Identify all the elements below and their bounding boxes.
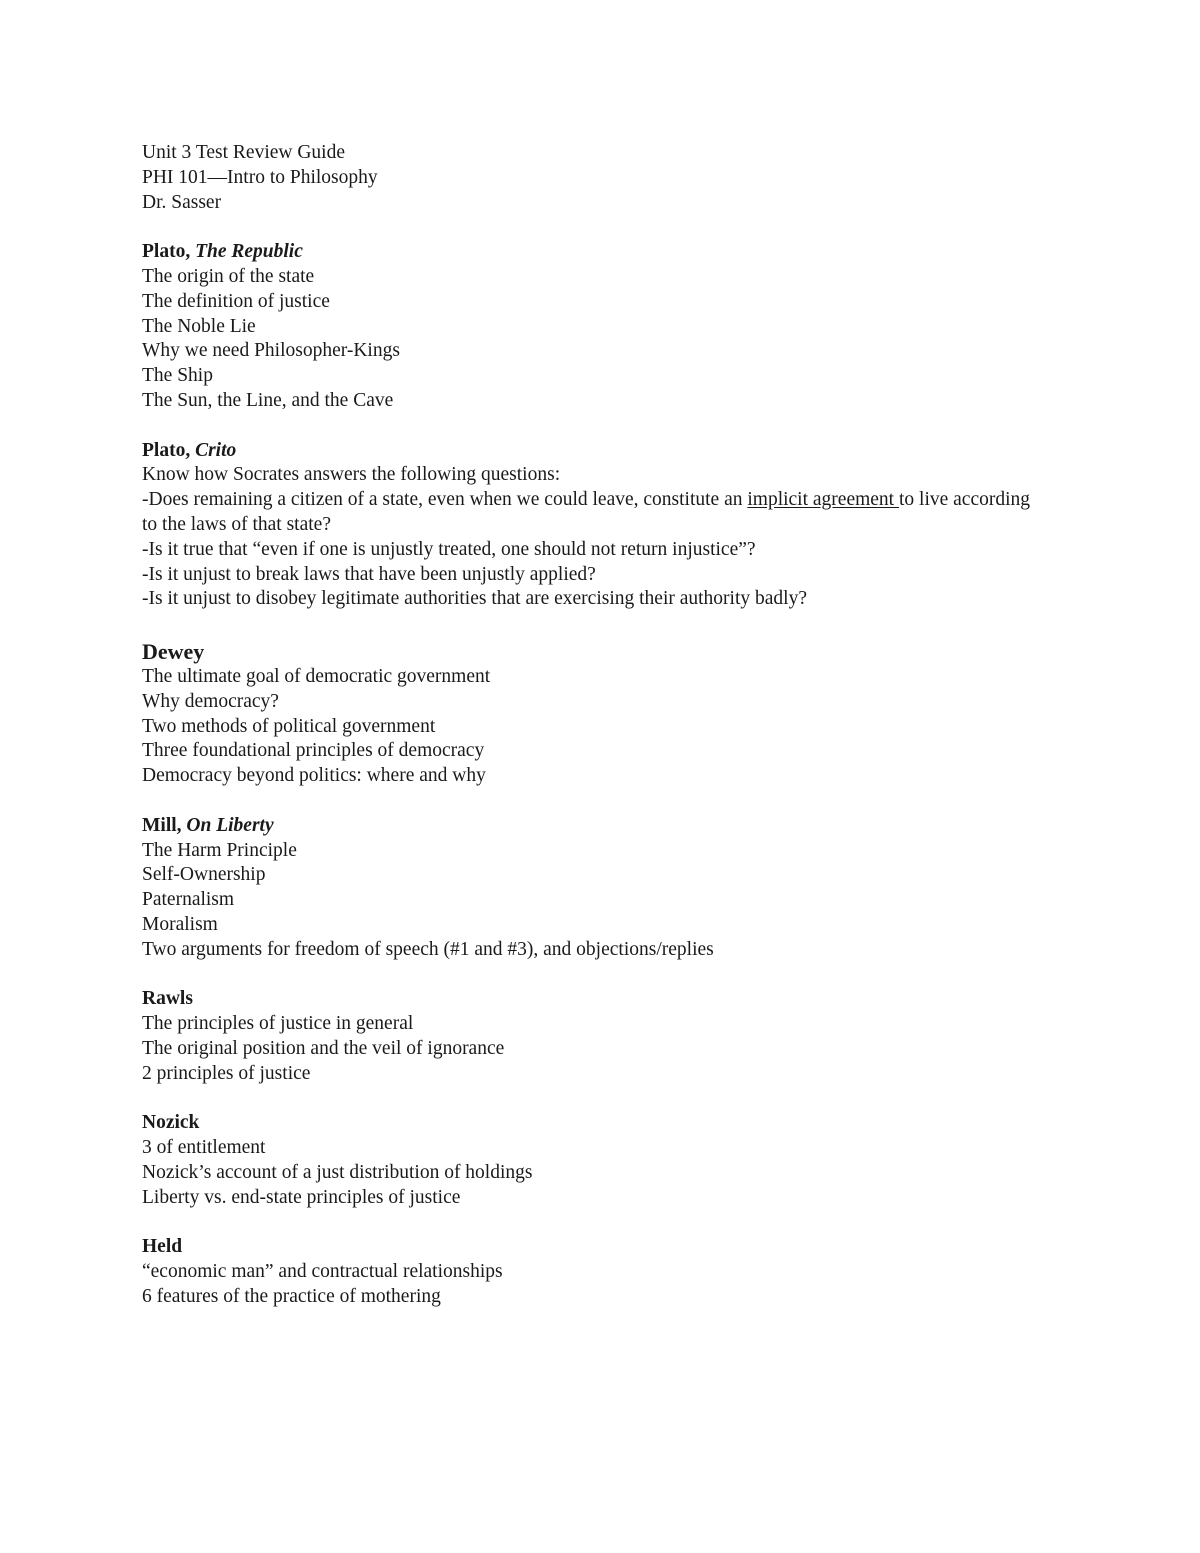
section-nozick bbox=[142, 1111, 1102, 1210]
heading-author: Plato, bbox=[142, 439, 196, 461]
list-item: 3 of entitlement bbox=[142, 1137, 266, 1159]
course-name: PHI 101—Intro to Philosophy bbox=[142, 166, 378, 188]
list-item: Self-Ownership bbox=[142, 864, 266, 886]
list-item: The Harm Principle bbox=[142, 839, 297, 861]
list-item: 2 principles of justice bbox=[142, 1062, 311, 1084]
list-item: Liberty vs. end-state principles of justice bbox=[142, 1186, 461, 1208]
crito-question-2: -Is it true that “even if one is unjustly treated, one should not return injustice”? bbox=[142, 538, 756, 560]
instructor-name: Dr. Sasser bbox=[142, 191, 222, 213]
section-heading: Held bbox=[142, 1236, 183, 1258]
list-item: The principles of justice in general bbox=[142, 1013, 414, 1035]
list-item: The original position and the veil of ignorance bbox=[142, 1037, 505, 1059]
crito-intro: Know how Socrates answers the following questions: bbox=[142, 464, 561, 486]
list-item: The Sun, the Line, and the Cave bbox=[142, 389, 394, 411]
section-republic bbox=[142, 240, 1102, 414]
crito-question-4: -Is it unjust to disobey legitimate authorities that are exercising their authority badly? bbox=[142, 588, 807, 610]
spacer bbox=[142, 1086, 1102, 1111]
heading-author: Plato, bbox=[142, 241, 196, 263]
list-item: Moralism bbox=[142, 913, 218, 935]
heading-work-title: Crito bbox=[195, 439, 237, 461]
section-mill bbox=[142, 814, 1102, 963]
underlined-term: implicit agreement bbox=[747, 489, 899, 511]
document-title: Unit 3 Test Review Guide bbox=[142, 142, 345, 163]
spacer bbox=[142, 215, 1102, 240]
question-text: -Does remaining a citizen of a state, even when we could leave, constitute an bbox=[142, 489, 748, 511]
heading-author: Mill, bbox=[142, 814, 187, 836]
spacer bbox=[142, 414, 1102, 439]
spacer bbox=[142, 963, 1102, 988]
list-item: “economic man” and contractual relationships bbox=[142, 1261, 503, 1283]
list-item: Democracy beyond politics: where and why bbox=[142, 765, 486, 787]
section-dewey bbox=[142, 637, 1102, 789]
list-item: Paternalism bbox=[142, 889, 235, 911]
section-heading bbox=[142, 439, 1102, 464]
section-heading bbox=[142, 240, 1102, 265]
crito-question-3: -Is it unjust to break laws that have been unjustly applied? bbox=[142, 563, 596, 585]
list-item: Why we need Philosopher-Kings bbox=[142, 340, 400, 362]
section-heading: Nozick bbox=[142, 1112, 200, 1134]
spacer bbox=[142, 612, 1102, 637]
list-item: Two arguments for freedom of speech (#1 and #3), and objections/replies bbox=[142, 938, 714, 960]
section-heading bbox=[142, 814, 1102, 839]
list-item: The definition of justice bbox=[142, 290, 330, 312]
list-item: 6 features of the practice of mothering bbox=[142, 1285, 441, 1307]
spacer bbox=[142, 1210, 1102, 1235]
list-item: Two methods of political government bbox=[142, 715, 436, 737]
heading-work-title: The Republic bbox=[195, 241, 303, 263]
list-item: Three foundational principles of democracy bbox=[142, 740, 485, 762]
crito-question-1 bbox=[142, 488, 1042, 538]
list-item: The origin of the state bbox=[142, 265, 315, 287]
question-text: to live according to the laws of that state? bbox=[142, 489, 1031, 535]
list-item: The ultimate goal of democratic government bbox=[142, 665, 491, 687]
section-heading: Dewey bbox=[142, 638, 205, 664]
list-item: Why democracy? bbox=[142, 690, 279, 712]
section-heading: Rawls bbox=[142, 988, 193, 1010]
document-page bbox=[142, 141, 1102, 1310]
section-held bbox=[142, 1235, 1102, 1309]
section-crito bbox=[142, 439, 1102, 613]
section-rawls bbox=[142, 987, 1102, 1086]
list-item: The Noble Lie bbox=[142, 315, 256, 337]
heading-work-title: On Liberty bbox=[186, 814, 274, 836]
list-item: Nozick’s account of a just distribution of holdings bbox=[142, 1161, 533, 1183]
spacer bbox=[142, 789, 1102, 814]
list-item: The Ship bbox=[142, 365, 213, 387]
